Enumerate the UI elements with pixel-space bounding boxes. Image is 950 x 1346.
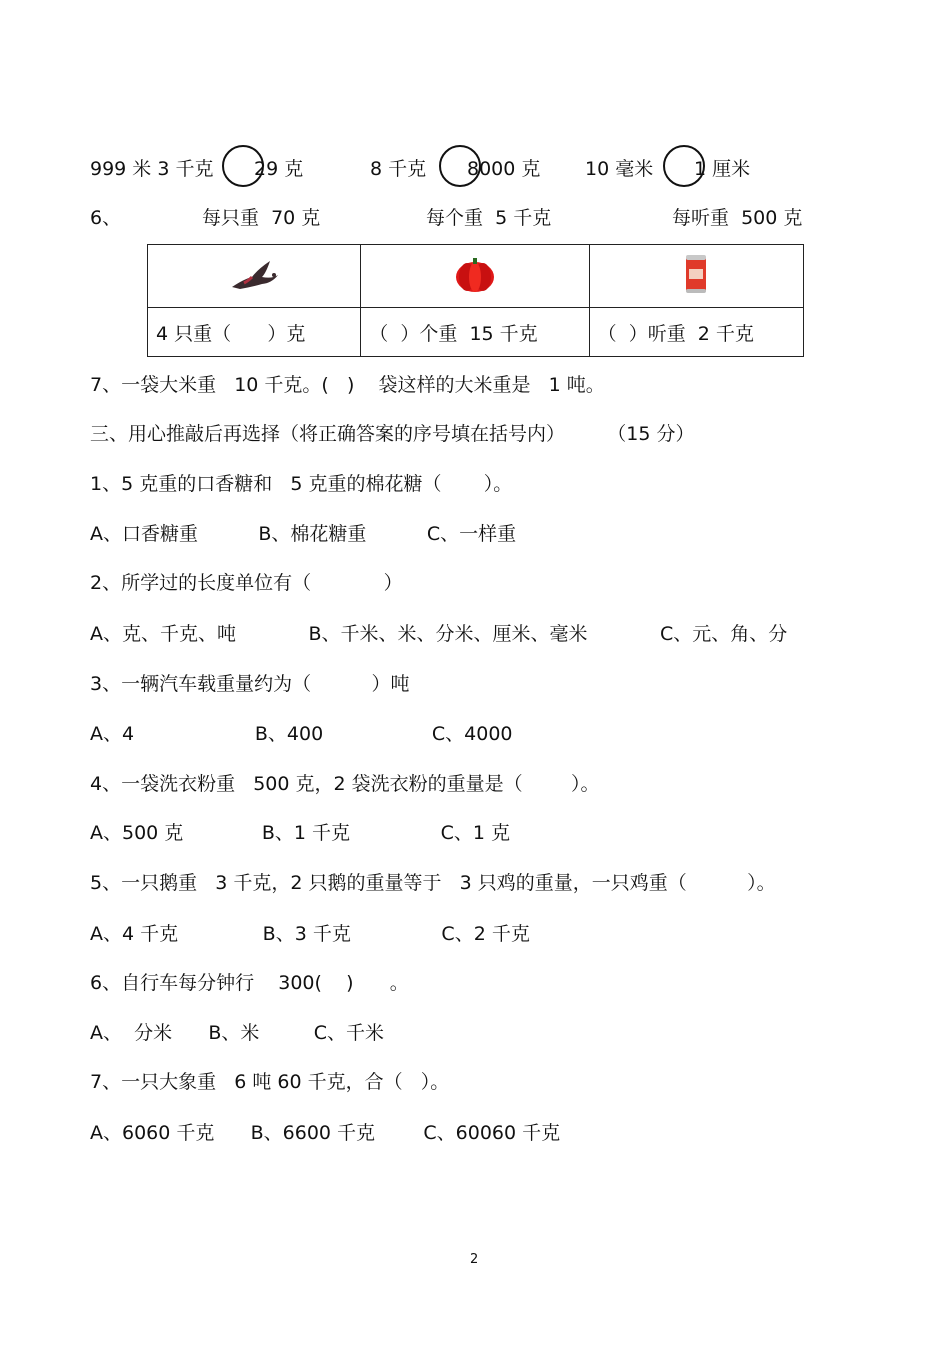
- q7-line: 7、一袋大米重 10 千克。( ) 袋这样的大米重是 1 吨。: [90, 374, 605, 396]
- compare-b-left: 8 千克: [370, 158, 427, 180]
- compare-c-left: 10 毫米: [585, 158, 654, 180]
- bird-image: [222, 251, 286, 297]
- pumpkin-image: [443, 251, 507, 297]
- compare-c-right: 1 厘米: [694, 158, 751, 180]
- q6-header-pumpkin: 每个重 5 千克: [426, 207, 552, 229]
- question-5: 5、一只鹅重 3 千克，2 只鹅的重量等于 3 只鸡的重量，一只鸡重（ ）。: [90, 872, 776, 894]
- options-3: A、4 B、400 C、4000: [90, 723, 513, 745]
- question-7: 7、一只大象重 6 吨 60 千克，合（ ）。: [90, 1071, 450, 1093]
- section-3-heading: 三、用心推敲后再选择（将正确答案的序号填在括号内） （15 分）: [90, 423, 695, 445]
- q6-cell-bird: 4 只重（ ）克: [148, 308, 361, 357]
- question-3: 3、一辆汽车载重量约为（ ）吨: [90, 673, 410, 695]
- question-6: 6、自行车每分钟行 300( ) 。: [90, 972, 409, 994]
- options-4: A、500 克 B、1 千克 C、1 克: [90, 822, 510, 844]
- compare-b-right: 8000 克: [467, 158, 541, 180]
- options-1: A、口香糖重 B、棉花糖重 C、一样重: [90, 523, 517, 545]
- page-number: 2: [470, 1252, 479, 1267]
- q6-number: 6、: [90, 207, 122, 229]
- soda-can-image: [664, 251, 728, 297]
- q6-table: [147, 244, 804, 357]
- q6-header-bird: 每只重 70 克: [202, 207, 321, 229]
- options-7: A、6060 千克 B、6600 千克 C、60060 千克: [90, 1122, 561, 1144]
- question-1: 1、5 克重的口香糖和 5 克重的棉花糖（ ）。: [90, 473, 513, 495]
- q6-header-can: 每听重 500 克: [672, 207, 803, 229]
- question-2: 2、所学过的长度单位有（ ）: [90, 572, 403, 594]
- question-4: 4、一袋洗衣粉重 500 克，2 袋洗衣粉的重量是（ ）。: [90, 773, 600, 795]
- q6-cell-can: （ ）听重 2 千克: [589, 308, 803, 357]
- compare-a-left: 999 米 3 千克: [90, 158, 214, 180]
- q6-cell-pumpkin: （ ）个重 15 千克: [361, 308, 589, 357]
- compare-a-right: 29 克: [254, 158, 304, 180]
- options-5: A、4 千克 B、3 千克 C、2 千克: [90, 923, 530, 945]
- options-2: A、克、千克、吨 B、千米、米、分米、厘米、毫米 C、元、角、分: [90, 623, 788, 645]
- options-6: A、 分米 B、米 C、千米: [90, 1022, 384, 1044]
